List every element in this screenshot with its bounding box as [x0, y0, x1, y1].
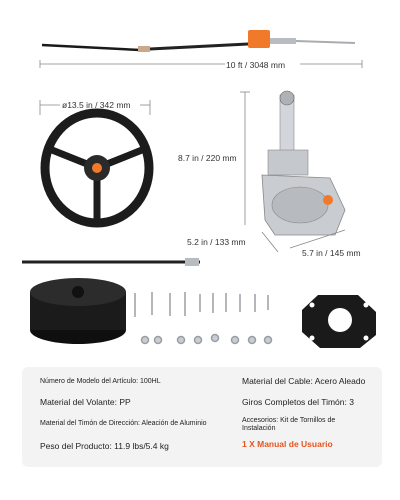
support-rod [22, 258, 200, 266]
spec-accessories-line1: Accesorios: Kit de Tornillos de [242, 417, 336, 424]
spec-helm-material: Material del Timón de Dirección: Aleación de Aluminio [40, 420, 207, 427]
helm-depth-label: 5.2 in / 133 mm [187, 237, 246, 247]
spec-cable-material: Material del Cable: Acero Aleado [242, 376, 366, 386]
mounting-plate [302, 295, 376, 348]
steering-wheel [40, 100, 150, 223]
helm-unit [240, 91, 345, 252]
spec-turns: Giros Completos del Timón: 3 [242, 397, 354, 407]
spec-model: Número de Modelo del Artículo: 100HL [40, 378, 161, 385]
spec-manual: 1 X Manual de Usuario [242, 439, 333, 449]
spec-wheel-material: Material del Volante: PP [40, 397, 131, 407]
helm-height-label: 8.7 in / 220 mm [178, 153, 237, 163]
screw-kit [135, 292, 272, 344]
cable-length-label: 10 ft / 3048 mm [226, 60, 286, 70]
helm-bezel [30, 278, 126, 344]
cable-dimension-line [40, 60, 362, 68]
helm-width-label: 5.7 in / 145 mm [302, 248, 361, 258]
wheel-diameter-label: ø13.5 in / 342 mm [62, 100, 131, 110]
steering-cable [42, 30, 355, 52]
spec-panel [22, 367, 382, 467]
spec-accessories-line2: Instalación [242, 425, 276, 432]
spec-weight: Peso del Producto: 11.9 lbs/5.4 kg [40, 441, 169, 451]
